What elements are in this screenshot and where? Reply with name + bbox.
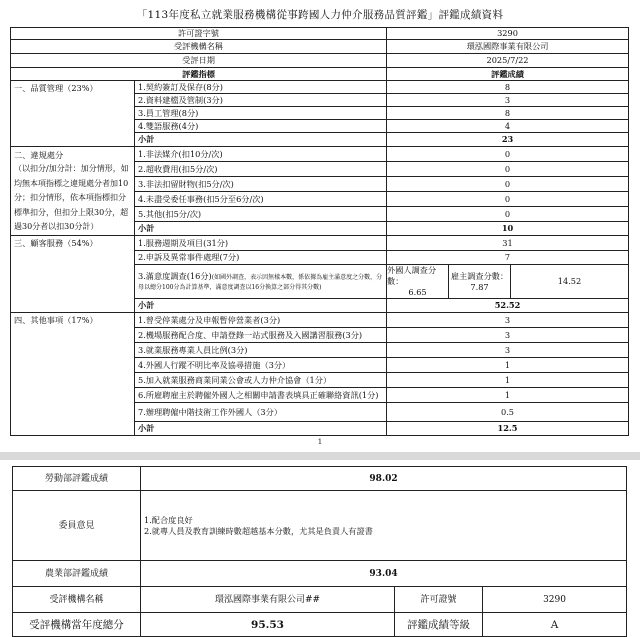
total-label: 受評機構當年度總分	[13, 613, 141, 637]
section-violation-title: 二、違規處分	[14, 150, 64, 160]
item-label: 2.超收費用(扣5分/次)	[135, 162, 387, 177]
item-label: 4.雙語服務(4分)	[135, 120, 387, 133]
document-title: 「113年度私立就業服務機構從事跨國人力仲介服務品質評鑑」評鑑成績資料	[136, 9, 504, 21]
item-score: 0	[387, 177, 629, 192]
item-label: 1.契約簽訂及保存(8分)	[135, 81, 387, 94]
item-score: 0	[387, 162, 629, 177]
item-label: 2.資料建檔及管制(3分)	[135, 94, 387, 107]
item-label: 1.服務週期及項目(31分)	[135, 236, 387, 251]
agri-score-label: 農業部評鑑成績	[13, 561, 141, 587]
committee-opinion-line: 1.配合度良好	[144, 514, 193, 525]
item-label: 5.加入就業服務商業同業公會或人力仲介協會（1分）	[135, 373, 387, 388]
subtotal-value: 12.5	[387, 422, 629, 436]
indicator-header: 評鑑指標	[11, 68, 387, 81]
labor-score-row	[13, 467, 627, 491]
item-label: 4.未盡受委任事務(扣5分至6分/次)	[135, 192, 387, 207]
item-score: 7	[387, 251, 629, 265]
summary-agency-value: 環泓國際事業有限公司##	[141, 587, 395, 613]
employer-survey-label: 雇主調查分數：	[450, 270, 509, 281]
item-score: 0	[387, 147, 629, 162]
agency-label: 受評機構名稱	[11, 40, 387, 54]
header-row	[11, 68, 629, 81]
labor-score-label: 勞動部評鑑成績	[13, 467, 141, 491]
item-label: 3.員工管理(8分)	[135, 107, 387, 120]
license-row	[11, 28, 629, 40]
page-separator	[0, 452, 640, 460]
license-value: 3290	[387, 28, 629, 40]
item-score: 0.5	[387, 403, 629, 422]
item-label: 2.申訴及異常事件處理(7分)	[135, 251, 387, 265]
subtotal-label: 小計	[135, 422, 387, 436]
foreign-survey-value: 6.65	[408, 287, 427, 297]
item-score: 8	[387, 107, 629, 120]
subtotal-label: 小計	[135, 222, 387, 236]
grade-label: 評鑑成績等級	[395, 613, 483, 637]
item-score: 31	[387, 236, 629, 251]
foreign-survey	[387, 265, 449, 298]
subtotal-label: 小計	[135, 299, 387, 313]
table-row	[11, 81, 629, 94]
license-label: 許可證字號	[11, 28, 387, 40]
employer-survey-value: 7.87	[470, 281, 489, 292]
committee-opinion-line: 2.就專人員及教育訓練時數超越基本分數，尤其是負責人有證書	[144, 525, 373, 536]
item-label: 5.其他(扣5分/次)	[135, 207, 387, 222]
subtotal-value: 10	[387, 222, 629, 236]
subtotal-value: 52.52	[387, 299, 629, 313]
subtotal-label: 小計	[135, 133, 387, 147]
committee-label: 委員意見	[13, 491, 141, 561]
item-label: 2.機場服務配合度、申請登錄一站式服務及入國講習服務(3分)	[135, 328, 387, 343]
section-customer-title: 三、顧客服務（54%）	[11, 236, 135, 313]
agri-score-row	[13, 561, 627, 587]
item-score: 0	[387, 192, 629, 207]
date-row	[11, 54, 629, 68]
agri-score-value: 93.04	[141, 561, 627, 587]
section-violation-note: （以扣分/加分計：加分情形，如均無本項指標之違規處分者加10分；扣分情形，依本項指標扣分標準扣分，但扣分上限30分，超過30分者以扣30分計）	[14, 164, 129, 231]
score-header: 評鑑成績	[387, 68, 629, 81]
item-score: 1	[387, 388, 629, 403]
summary-license-value: 3290	[483, 587, 627, 613]
item-label: 6.所雇聘雇主於聘僱外國人之相關申請書表填具正確聯絡資訊(1分)	[135, 388, 387, 403]
item-score: 8	[387, 81, 629, 94]
summary-agency-label: 受評機構名稱	[13, 587, 141, 613]
item-score: 3	[387, 328, 629, 343]
survey-subscores	[387, 265, 511, 299]
item-score: 3	[387, 313, 629, 328]
subtotal-value: 23	[387, 133, 629, 147]
employer-survey	[449, 265, 510, 298]
item-score: 3	[387, 343, 629, 358]
survey-note: (如國外調查，表示因無樣本數，係依據為雇主滿意度之分數，分母以總分100分為計算基準，滿意度調查以16分換算之部分得其分數)	[138, 273, 383, 291]
survey-score: 14.52	[511, 265, 629, 299]
summary-table	[12, 466, 627, 637]
committee-row	[13, 491, 627, 561]
item-score: 1	[387, 373, 629, 388]
survey-label: 3.滿意度調查(16分)	[138, 270, 212, 281]
foreign-survey-label: 外國人調查分數：	[387, 265, 437, 286]
report-page-2	[0, 460, 640, 636]
table-row	[11, 313, 629, 328]
summary-license-label: 許可證號	[395, 587, 483, 613]
section-quality-title: 一、品質管理（23%）	[11, 81, 135, 147]
item-score: 0	[387, 207, 629, 222]
date-label: 受評日期	[11, 54, 387, 68]
section-other-title: 四、其他事項（17%）	[11, 313, 135, 436]
section-violation-cell	[11, 147, 135, 236]
total-row	[13, 613, 627, 637]
evaluation-score-table	[10, 27, 629, 436]
page-number: 1	[317, 438, 323, 446]
item-label: 4.外國人行蹤不明比率及協尋措施（3分）	[135, 358, 387, 373]
item-label: 7.辦理聘僱中階技術工作外國人（3分）	[135, 403, 387, 422]
item-score: 1	[387, 358, 629, 373]
item-label: 3.就業服務專業人員比例(3分)	[135, 343, 387, 358]
item-score: 3	[387, 94, 629, 107]
agency-row	[11, 40, 629, 54]
table-row	[11, 236, 629, 251]
date-value: 2025/7/22	[387, 54, 629, 68]
total-value: 95.53	[141, 613, 395, 637]
labor-score-value: 98.02	[141, 467, 627, 491]
item-label: 1.非法媒介(扣10分/次)	[135, 147, 387, 162]
item-score: 4	[387, 120, 629, 133]
item-label: 3.非法扣留財物(扣5分/次)	[135, 177, 387, 192]
committee-opinion	[141, 491, 627, 561]
agency-value: 環泓國際事業有限公司	[387, 40, 629, 54]
agency-info-row	[13, 587, 627, 613]
table-row	[11, 147, 629, 162]
grade-value: A	[483, 613, 627, 637]
item-label: 1.曾受停業處分及申報暫停營業者(3分)	[135, 313, 387, 328]
survey-cell	[135, 265, 387, 299]
